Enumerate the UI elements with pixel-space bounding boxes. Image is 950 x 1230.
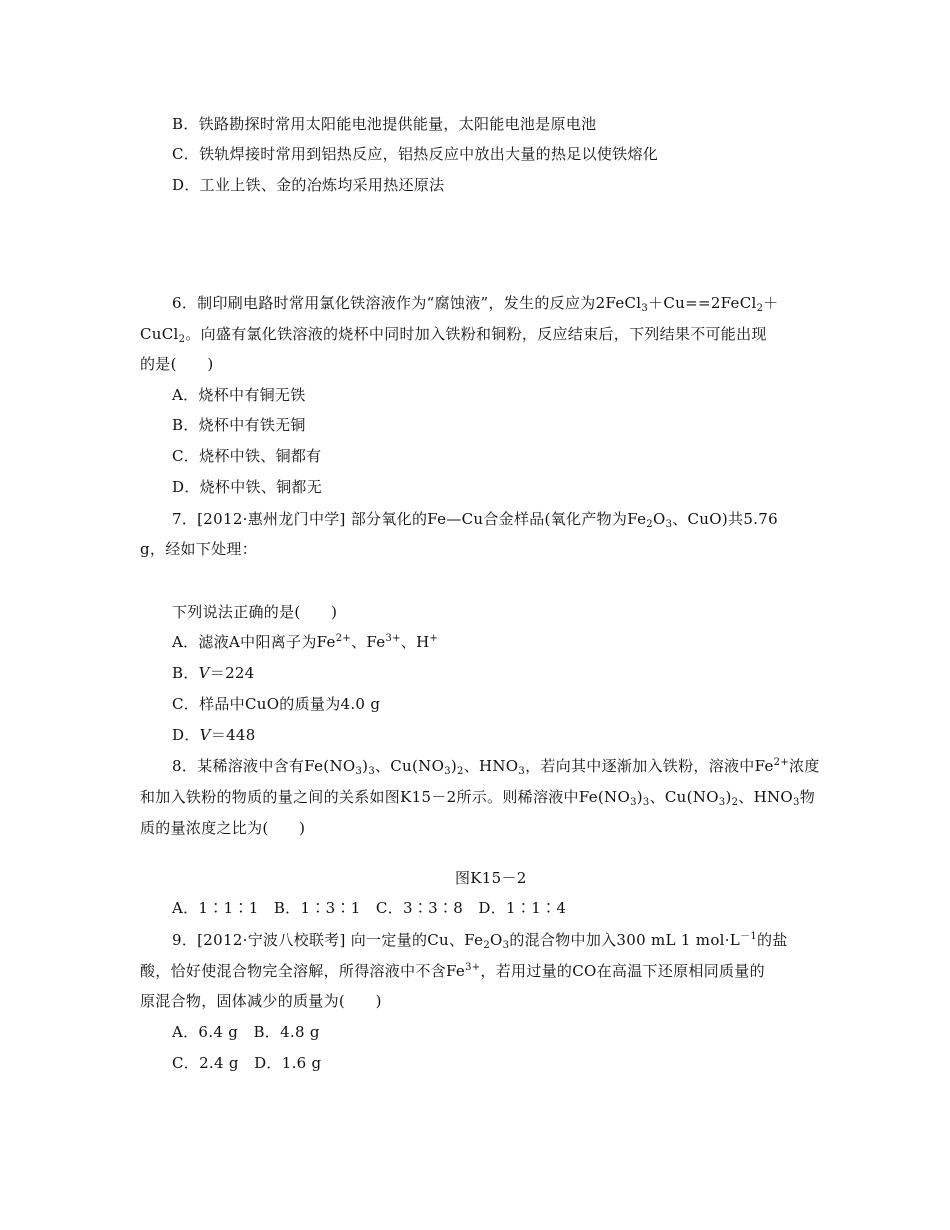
q6-stem-line3: 的是( ) — [140, 355, 214, 373]
q7-stem-line1: 7．[2012·惠州龙门中学] 部分氧化的Fe—Cu合金样品(氧化产物为$Fe_2O_3$、CuO)共5.76 — [172, 510, 778, 530]
figure-caption: 图K15－2 — [455, 869, 527, 887]
q6-option-d: D．烧杯中铁、铜都无 — [172, 478, 323, 496]
q7-stem-line2: g，经如下处理： — [140, 540, 258, 558]
q7-stem-line3: 下列说法正确的是( ) — [172, 603, 338, 621]
q9-options-cd: C．2.4 g D．1.6 g — [172, 1054, 322, 1072]
q7-option-d: D．V＝448 — [172, 726, 256, 744]
q8-stem-line3: 质的量浓度之比为( ) — [140, 819, 306, 837]
q8-stem-line2: 和加入铁粉的物质的量之间的关系如图K15－2所示。则稀溶液中$Fe(NO_3)_3$、$Cu(NO_3)_2$、$HNO_3$物 — [140, 788, 815, 808]
q6-option-c: C．烧杯中铁、铜都有 — [172, 447, 322, 465]
q6-stem-line1: 6．制印刷电路时常用氯化铁溶液作为“腐蚀液”，发生的反应为2FeCl$_3$＋Cu==2FeCl$_2$＋ — [172, 294, 779, 314]
q6-option-a: A．烧杯中有铜无铁 — [172, 386, 306, 404]
q8-options: A．1∶1∶1 B．1∶3∶1 C．3∶3∶8 D．1∶1∶4 — [172, 899, 567, 917]
q9-stem-line2: 酸，恰好使混合物完全溶解，所得溶液中不含$Fe^{3+}$，若用过量的CO在高温下还原相同质量的 — [140, 962, 765, 980]
q9-stem-line1: 9．[2012·宁波八校联考] 向一定量的Cu、$Fe_2O_3$的混合物中加入300 mL 1 $mol\cdot L^{-1}$的盐 — [172, 931, 788, 951]
q9-options-ab: A．6.4 g B．4.8 g — [172, 1023, 320, 1041]
q9-stem-line3: 原混合物，固体减少的质量为( ) — [140, 992, 382, 1010]
q7-option-a: A．滤液A中阳离子为$Fe^{2+}$、$Fe^{3+}$、H+ — [172, 633, 439, 651]
q5-option-d: D．工业上铁、金的冶炼均采用热还原法 — [172, 176, 445, 194]
q6-option-b: B．烧杯中有铁无铜 — [172, 416, 306, 434]
q5-option-b: B．铁路勘探时常用太阳能电池提供能量，太阳能电池是原电池 — [172, 115, 597, 133]
q7-option-c: C．样品中CuO的质量为4.0 g — [172, 695, 381, 713]
q6-stem-line2: CuCl$_2$。向盛有氯化铁溶液的烧杯中同时加入铁粉和铜粉，反应结束后，下列结果不可能出现 — [140, 325, 767, 345]
q7-option-b: B．V＝224 — [172, 664, 255, 682]
q8-stem-line1: 8．某稀溶液中含有$Fe(NO_3)_3$、$Cu(NO_3)_2$、$HNO_3$，若向其中逐渐加入铁粉，溶液中$Fe^{2+}$浓度 — [172, 757, 820, 777]
q5-option-c: C．铁轨焊接时常用到铝热反应，铝热反应中放出大量的热足以使铁熔化 — [172, 145, 659, 163]
